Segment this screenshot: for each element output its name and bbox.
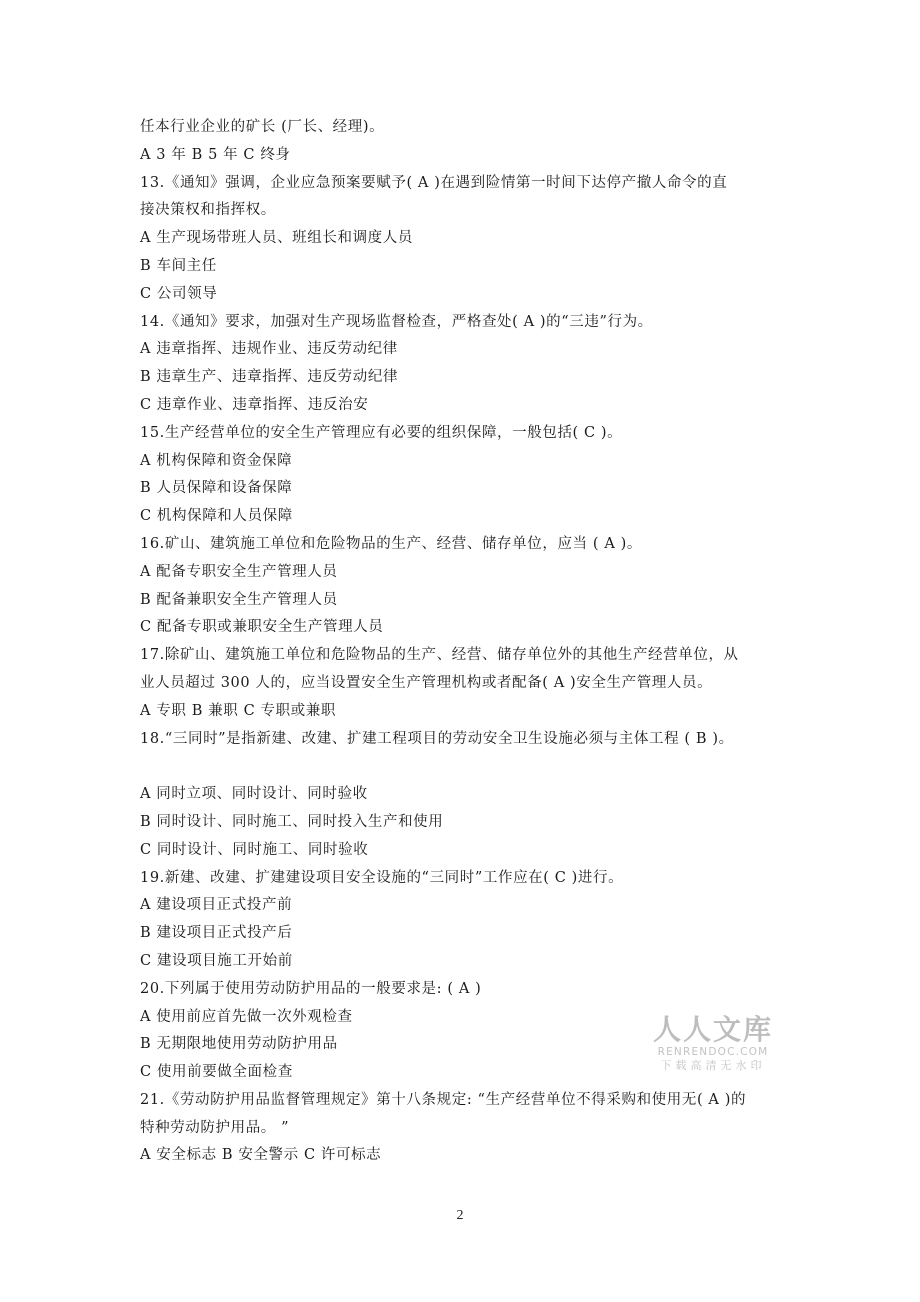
text-line: C 公司领导 <box>140 285 218 302</box>
text-line: A 专职 B 兼职 C 专职或兼职 <box>140 702 336 719</box>
text-line: 21.《劳动防护用品监督管理规定》第十八条规定: “生产经营单位不得采购和使用无( A )的 <box>140 1091 747 1108</box>
text-line: A 建设项目正式投产前 <box>140 897 293 914</box>
text-line: C 使用前要做全面检查 <box>140 1064 293 1081</box>
text-line: 19.新建、改建、扩建建设项目安全设施的“三同时”工作应在( C )进行。 <box>140 869 624 886</box>
text-line: A 生产现场带班人员、班组长和调度人员 <box>140 230 413 247</box>
text-line: A 3 年 B 5 年 C 终身 <box>140 146 291 163</box>
text-line: B 建设项目正式投产后 <box>140 925 293 942</box>
text-line: A 机构保障和资金保障 <box>140 452 293 469</box>
text-line: 20.下列属于使用劳动防护用品的一般要求是: ( A ) <box>140 980 482 997</box>
text-line: C 建设项目施工开始前 <box>140 952 293 969</box>
text-line: A 使用前应首先做一次外观检查 <box>140 1008 353 1025</box>
text-line: 任本行业企业的矿长 (厂长、经理)。 <box>140 119 385 135</box>
text-line: 接决策权和指挥权。 <box>140 202 276 219</box>
text-line: C 机构保障和人员保障 <box>140 508 293 525</box>
document-body <box>140 114 790 1170</box>
text-line: 特种劳动防护用品。 ” <box>140 1119 290 1136</box>
watermark-logo <box>648 1014 778 1073</box>
text-line: B 配备兼职安全生产管理人员 <box>140 591 338 608</box>
text-line: B 违章生产、违章指挥、违反劳动纪律 <box>140 369 399 386</box>
text-line: 14.《通知》要求，加强对生产现场监督检查，严格查处( A )的“三违”行为。 <box>140 313 653 330</box>
text-line: 16.矿山、建筑施工单位和危险物品的生产、经营、储存单位，应当 ( A )。 <box>140 535 642 552</box>
watermark-title: 人人文库 <box>652 1013 773 1046</box>
text-line: C 同时设计、同时施工、同时验收 <box>140 841 369 858</box>
text-line: A 违章指挥、违规作业、违反劳动纪律 <box>140 341 398 358</box>
watermark-url: RENRENDOC.COM <box>657 1046 769 1058</box>
text-line: A 安全标志 B 安全警示 C 许可标志 <box>140 1147 382 1164</box>
watermark-subtitle: 下载高清无水印 <box>660 1059 766 1072</box>
text-line: B 无期限地使用劳动防护用品 <box>140 1036 338 1053</box>
text-line: B 人员保障和设备保障 <box>140 480 293 497</box>
text-line: 业人员超过 300 人的，应当设置安全生产管理机构或者配备( A )安全生产管理人员。 <box>140 674 713 691</box>
blank-line <box>140 753 790 781</box>
text-line: B 同时设计、同时施工、同时投入生产和使用 <box>140 813 444 830</box>
text-line: C 违章作业、违章指挥、违反治安 <box>140 396 369 413</box>
text-line: 17.除矿山、建筑施工单位和危险物品的生产、经营、储存单位外的其他生产经营单位，从 <box>140 647 739 664</box>
text-line: C 配备专职或兼职安全生产管理人员 <box>140 619 384 636</box>
text-line: 15.生产经营单位的安全生产管理应有必要的组织保障，一般包括( C )。 <box>140 424 623 441</box>
text-line: B 车间主任 <box>140 257 217 274</box>
text-line: 18.“三同时”是指新建、改建、扩建工程项目的劳动安全卫生设施必须与主体工程 ( B )。 <box>140 730 734 747</box>
page-number: 2 <box>456 1208 464 1223</box>
text-line: 13.《通知》强调，企业应急预案要赋予( A )在遇到险情第一时间下达停产撤人命令的直 <box>140 174 728 191</box>
text-line: A 同时立项、同时设计、同时验收 <box>140 786 368 803</box>
text-line: A 配备专职安全生产管理人员 <box>140 563 338 580</box>
